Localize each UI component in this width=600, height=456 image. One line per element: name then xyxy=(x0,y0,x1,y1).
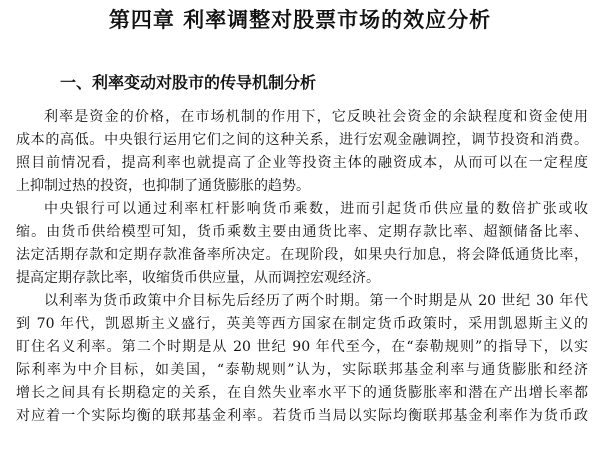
paragraph-2-line-4: 提高定期存款比率，收缩货币供应量，从而调控宏观经济。 xyxy=(16,270,380,286)
paragraph-3-line-4: 际利率为中介目标，如美国，“泰勒规则”认为，实际联邦基金利率与通货膨胀和经济 xyxy=(16,362,588,378)
paragraph-2-line-2: 缩。由货币供给模型可知，货币乘数主要由通货比率、定期存款比率、超额储备比率、 xyxy=(16,224,588,240)
section-title: 一、利率变动对股市的传导机制分析 xyxy=(60,73,317,92)
chapter-title: 第四章 利率调整对股票市场的效应分析 xyxy=(108,8,492,32)
paragraph-1-line-2: 成本的高低。中央银行运用它们之间的这种关系，进行宏观金融调控，调节投资和消费。 xyxy=(16,132,588,148)
paragraph-1-line-4: 上抑制过热的投资，也抑制了通货膨胀的趋势。 xyxy=(16,178,310,194)
paragraph-3-line-5: 增长之间具有长期稳定的关系，在自然失业率水平下的通货膨胀率和潜在产出增长率都 xyxy=(16,385,588,401)
paragraph-2-line-1: 中央银行可以通过利率杠杆影响货币乘数，进而引起货币供应量的数倍扩张或收 xyxy=(44,201,588,217)
paragraph-1-line-1: 利率是资金的价格，在市场机制的作用下，它反映社会资金的余缺程度和资金使用 xyxy=(44,109,588,125)
paragraph-3-line-2: 到 70 年代，凯恩斯主义盛行，英美等西方国家在制定货币政策时，采用凯恩斯主义的 xyxy=(16,316,588,332)
paragraph-2-line-3: 法定活期存款和定期存款准备率所决定。在现阶段，如果央行加息，将会降低通货比率， xyxy=(16,247,588,263)
paragraph-3-line-3: 盯住名义利率。第二个时期是从 20 世纪 90 年代至今，在“泰勒规则”的指导下，以实 xyxy=(16,339,588,355)
paragraph-3-line-6: 对应着一个实际均衡的联邦基金利率。若货币当局以实际均衡联邦基金利率作为货币政 xyxy=(16,408,588,424)
paragraph-3-line-1: 以利率为货币政策中介目标先后经历了两个时期。第一个时期是从 20 世纪 30 年代 xyxy=(44,293,588,309)
paragraph-1-line-3: 照目前情况看，提高利率也就提高了企业等投资主体的融资成本，从而可以在一定程度 xyxy=(16,155,588,171)
